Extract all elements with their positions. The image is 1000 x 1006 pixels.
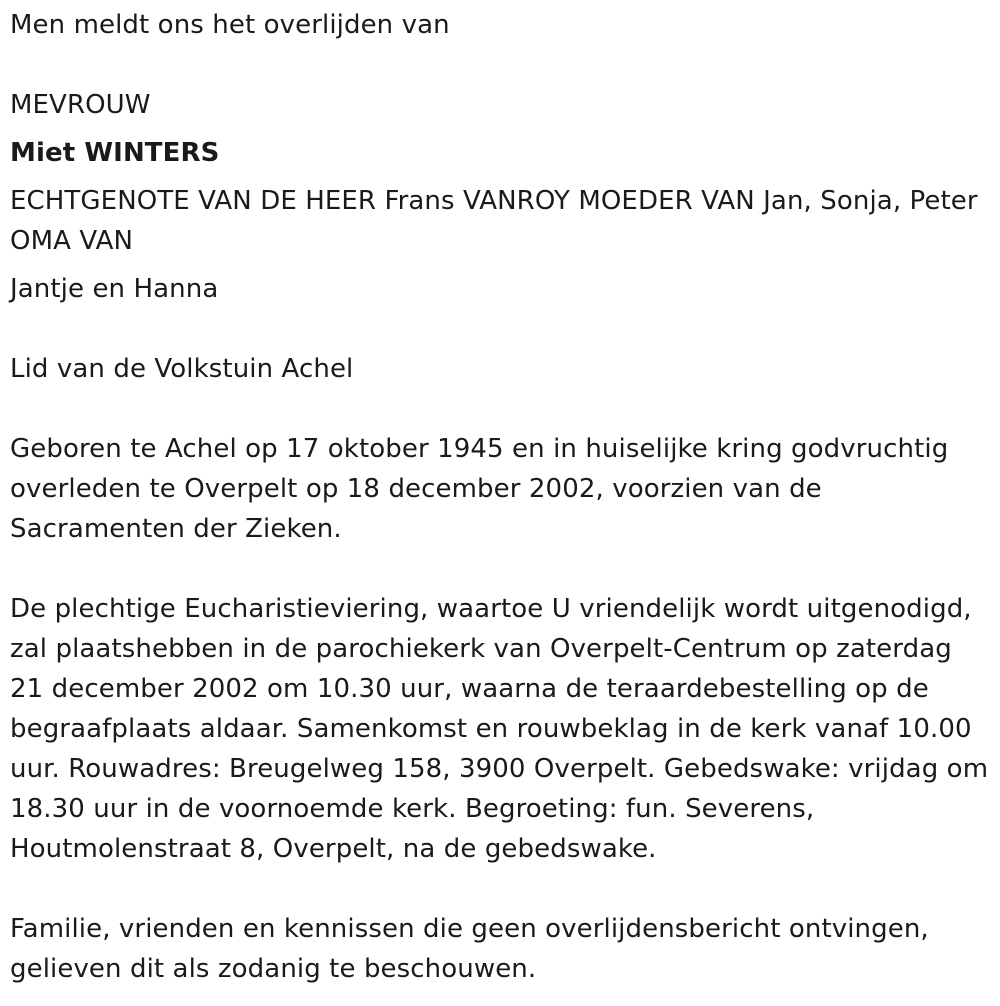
- birth-death-line: Geboren te Achel op 17 oktober 1945 en in huiselijke kring godvruchtig: [10, 434, 949, 464]
- birth-death-line: overleden te Overpelt op 18 december 2002, voorzien van de: [10, 474, 822, 504]
- ceremony-line: zal plaatshebben in de parochiekerk van Overpelt-Centrum op zaterdag: [10, 634, 952, 664]
- ceremony-line: De plechtige Eucharistieviering, waartoe U vriendelijk wordt uitgenodigd,: [10, 594, 972, 624]
- ceremony-line: 21 december 2002 om 10.30 uur, waarna de teraardebestelling op de: [10, 674, 929, 704]
- ceremony-line: uur. Rouwadres: Breugelweg 158, 3900 Overpelt. Gebedswake: vrijdag om: [10, 754, 989, 784]
- deceased-name: Miet WINTERS: [10, 138, 220, 168]
- ceremony-line: Houtmolenstraat 8, Overpelt, na de gebedswake.: [10, 834, 657, 864]
- closing-line: Familie, vrienden en kennissen die geen overlijdensbericht ontvingen,: [10, 914, 929, 944]
- ceremony-line: 18.30 uur in de voornoemde kerk. Begroeting: fun. Severens,: [10, 794, 815, 824]
- relations-line-3: Jantje en Hanna: [10, 274, 219, 304]
- birth-death-line: Sacramenten der Zieken.: [10, 514, 342, 544]
- closing-line: gelieven dit als zodanig te beschouwen.: [10, 954, 537, 984]
- salutation: MEVROUW: [10, 90, 151, 120]
- relations-line-2: OMA VAN: [10, 226, 134, 256]
- ceremony-line: begraafplaats aldaar. Samenkomst en rouwbeklag in de kerk vanaf 10.00: [10, 714, 972, 744]
- relations-line-1: ECHTGENOTE VAN DE HEER Frans VANROY MOEDER VAN Jan, Sonja, Peter: [10, 186, 978, 216]
- intro-text: Men meldt ons het overlijden van: [10, 10, 450, 40]
- membership-text: Lid van de Volkstuin Achel: [10, 354, 354, 384]
